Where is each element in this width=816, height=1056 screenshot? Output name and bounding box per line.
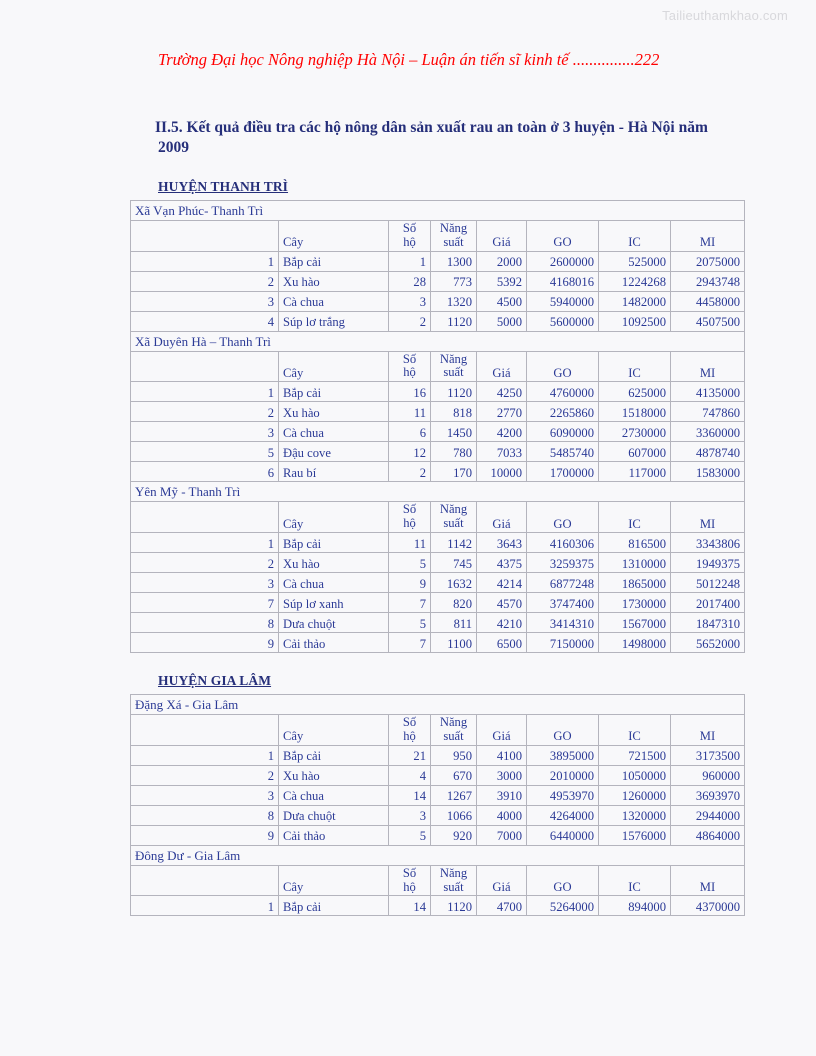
table-row — [131, 442, 745, 462]
cell-go: 4264000 — [527, 805, 599, 825]
cell-gia: 4500 — [477, 291, 527, 311]
cell-ic: 894000 — [599, 896, 671, 916]
survey-table — [130, 200, 745, 653]
cell-ic: 1518000 — [599, 402, 671, 422]
cell-index: 8 — [131, 612, 279, 632]
col-header-so-ho-line1: Số — [402, 220, 417, 235]
cell-go: 3259375 — [527, 552, 599, 572]
col-header-cay: Cây — [279, 502, 389, 533]
col-header-ic: IC — [599, 502, 671, 533]
cell-go: 4953970 — [527, 785, 599, 805]
col-header-nang-suat-line1: Năng — [439, 865, 468, 880]
col-header-so-ho-line2: hộ — [403, 728, 416, 743]
cell-ic: 117000 — [599, 462, 671, 482]
col-header-so-ho-line1: Số — [402, 714, 417, 729]
table-row — [131, 572, 745, 592]
cell-index: 1 — [131, 382, 279, 402]
cell-gia: 4214 — [477, 572, 527, 592]
col-header-gia: Giá — [477, 351, 527, 382]
cell-gia: 3910 — [477, 785, 527, 805]
cell-go: 2010000 — [527, 765, 599, 785]
cell-gia: 3000 — [477, 765, 527, 785]
col-header-nang-suat-line1: Năng — [439, 502, 468, 517]
cell-crop-name: Xu hào — [279, 271, 389, 291]
district-heading: HUYỆN GIA LÂM — [158, 672, 272, 688]
cell-mi: 4507500 — [671, 311, 745, 331]
cell-index: 3 — [131, 291, 279, 311]
cell-index: 2 — [131, 271, 279, 291]
cell-index: 1 — [131, 896, 279, 916]
col-header-so-ho-line2: hộ — [403, 365, 416, 380]
cell-so-ho: 7 — [389, 592, 431, 612]
col-header-go: GO — [527, 220, 599, 251]
cell-index: 3 — [131, 785, 279, 805]
cell-index: 5 — [131, 442, 279, 462]
table-row — [131, 765, 745, 785]
cell-mi: 4458000 — [671, 291, 745, 311]
cell-gia: 4200 — [477, 422, 527, 442]
col-header-ic: IC — [599, 714, 671, 745]
cell-ic: 1498000 — [599, 632, 671, 652]
cell-so-ho: 3 — [389, 805, 431, 825]
cell-index: 4 — [131, 311, 279, 331]
cell-ic: 1730000 — [599, 592, 671, 612]
table-row — [131, 785, 745, 805]
col-header-so-ho-line2: hộ — [403, 516, 416, 531]
cell-crop-name: Bắp cải — [279, 745, 389, 765]
table-row — [131, 462, 745, 482]
cell-nang-suat: 1066 — [431, 805, 477, 825]
cell-mi: 5652000 — [671, 632, 745, 652]
col-header-cay: Cây — [279, 714, 389, 745]
col-header-index — [131, 220, 279, 251]
cell-index: 6 — [131, 462, 279, 482]
cell-index: 9 — [131, 825, 279, 845]
col-header-ic: IC — [599, 220, 671, 251]
cell-ic: 525000 — [599, 251, 671, 271]
cell-nang-suat: 820 — [431, 592, 477, 612]
table-row — [131, 422, 745, 442]
col-header-mi: MI — [671, 351, 745, 382]
cell-so-ho: 7 — [389, 632, 431, 652]
cell-mi: 4864000 — [671, 825, 745, 845]
cell-gia: 7033 — [477, 442, 527, 462]
cell-ic: 1320000 — [599, 805, 671, 825]
cell-so-ho: 11 — [389, 402, 431, 422]
cell-so-ho: 21 — [389, 745, 431, 765]
site-watermark: Tailieuthamkhao.com — [662, 8, 788, 23]
cell-ic: 721500 — [599, 745, 671, 765]
cell-crop-name: Bắp cải — [279, 251, 389, 271]
col-header-go: GO — [527, 351, 599, 382]
cell-ic: 1050000 — [599, 765, 671, 785]
cell-so-ho: 5 — [389, 825, 431, 845]
cell-mi: 3360000 — [671, 422, 745, 442]
col-header-gia: Giá — [477, 865, 527, 896]
cell-nang-suat: 170 — [431, 462, 477, 482]
cell-gia: 5000 — [477, 311, 527, 331]
cell-mi: 4878740 — [671, 442, 745, 462]
cell-go: 2265860 — [527, 402, 599, 422]
col-header-nang-suat-line2: suất — [443, 234, 464, 249]
commune-title-row — [131, 200, 745, 220]
col-header-gia: Giá — [477, 220, 527, 251]
cell-gia: 4000 — [477, 805, 527, 825]
cell-nang-suat: 950 — [431, 745, 477, 765]
cell-nang-suat: 1142 — [431, 532, 477, 552]
table-row — [131, 532, 745, 552]
cell-mi: 4135000 — [671, 382, 745, 402]
cell-go: 4168016 — [527, 271, 599, 291]
cell-go: 5485740 — [527, 442, 599, 462]
table-row — [131, 311, 745, 331]
col-header-mi: MI — [671, 714, 745, 745]
col-header-ic: IC — [599, 351, 671, 382]
cell-nang-suat: 818 — [431, 402, 477, 422]
cell-so-ho: 16 — [389, 382, 431, 402]
running-header: Trường Đại học Nông nghiệp Hà Nội – Luận án tiến sĩ kinh tế ...............222 — [158, 50, 660, 69]
cell-nang-suat: 1450 — [431, 422, 477, 442]
col-header-nang-suat-line2: suất — [443, 516, 464, 531]
cell-nang-suat: 1120 — [431, 896, 477, 916]
cell-crop-name: Cải thảo — [279, 825, 389, 845]
cell-gia: 4250 — [477, 382, 527, 402]
cell-crop-name: Bắp cải — [279, 532, 389, 552]
col-header-cay: Cây — [279, 351, 389, 382]
cell-so-ho: 5 — [389, 612, 431, 632]
col-header-nang-suat-line2: suất — [443, 879, 464, 894]
table-header-row — [131, 220, 745, 251]
col-header-so-ho — [389, 351, 431, 382]
cell-nang-suat: 1300 — [431, 251, 477, 271]
cell-index: 2 — [131, 402, 279, 422]
cell-crop-name: Xu hào — [279, 402, 389, 422]
col-header-mi: MI — [671, 502, 745, 533]
cell-so-ho: 2 — [389, 311, 431, 331]
cell-so-ho: 6 — [389, 422, 431, 442]
col-header-nang-suat — [431, 714, 477, 745]
col-header-mi: MI — [671, 220, 745, 251]
table-row — [131, 382, 745, 402]
cell-nang-suat: 1267 — [431, 785, 477, 805]
survey-table — [130, 694, 745, 916]
cell-gia: 3643 — [477, 532, 527, 552]
cell-crop-name: Dưa chuột — [279, 805, 389, 825]
col-header-go: GO — [527, 865, 599, 896]
table-header-row — [131, 351, 745, 382]
cell-so-ho: 5 — [389, 552, 431, 572]
cell-ic: 625000 — [599, 382, 671, 402]
cell-nang-suat: 745 — [431, 552, 477, 572]
cell-crop-name: Cà chua — [279, 422, 389, 442]
cell-go: 3414310 — [527, 612, 599, 632]
table-row — [131, 271, 745, 291]
cell-mi: 1949375 — [671, 552, 745, 572]
table-row — [131, 745, 745, 765]
col-header-nang-suat-line2: suất — [443, 365, 464, 380]
cell-index: 1 — [131, 532, 279, 552]
cell-so-ho: 3 — [389, 291, 431, 311]
cell-mi: 960000 — [671, 765, 745, 785]
cell-crop-name: Bắp cải — [279, 896, 389, 916]
commune-title-row — [131, 482, 745, 502]
commune-title: Xã Duyên Hà – Thanh Trì — [131, 331, 745, 351]
cell-index: 7 — [131, 592, 279, 612]
cell-go: 2600000 — [527, 251, 599, 271]
cell-crop-name: Rau bí — [279, 462, 389, 482]
cell-crop-name: Xu hào — [279, 765, 389, 785]
col-header-index — [131, 351, 279, 382]
cell-gia: 4375 — [477, 552, 527, 572]
cell-nang-suat: 1120 — [431, 311, 477, 331]
cell-gia: 4570 — [477, 592, 527, 612]
cell-so-ho: 2 — [389, 462, 431, 482]
commune-title-row — [131, 845, 745, 865]
cell-so-ho: 14 — [389, 896, 431, 916]
cell-nang-suat: 1120 — [431, 382, 477, 402]
col-header-gia: Giá — [477, 714, 527, 745]
table-header-row — [131, 502, 745, 533]
cell-go: 6440000 — [527, 825, 599, 845]
cell-gia: 7000 — [477, 825, 527, 845]
cell-nang-suat: 1100 — [431, 632, 477, 652]
cell-mi: 2075000 — [671, 251, 745, 271]
cell-crop-name: Đậu cove — [279, 442, 389, 462]
page-title: II.5. Kết quả điều tra các hộ nông dân sản xuất rau an toàn ở 3 huyện - Hà Nội năm 2009 — [155, 119, 708, 157]
cell-ic: 1576000 — [599, 825, 671, 845]
cell-nang-suat: 780 — [431, 442, 477, 462]
cell-crop-name: Xu hào — [279, 552, 389, 572]
cell-gia: 2770 — [477, 402, 527, 422]
cell-index: 3 — [131, 422, 279, 442]
cell-crop-name: Súp lơ xanh — [279, 592, 389, 612]
col-header-gia: Giá — [477, 502, 527, 533]
cell-go: 1700000 — [527, 462, 599, 482]
cell-ic: 1224268 — [599, 271, 671, 291]
cell-gia: 6500 — [477, 632, 527, 652]
col-header-so-ho — [389, 714, 431, 745]
cell-gia: 4210 — [477, 612, 527, 632]
cell-ic: 816500 — [599, 532, 671, 552]
cell-index: 8 — [131, 805, 279, 825]
district-block — [130, 653, 744, 916]
cell-crop-name: Cà chua — [279, 785, 389, 805]
cell-go: 6877248 — [527, 572, 599, 592]
col-header-nang-suat-line2: suất — [443, 728, 464, 743]
commune-title: Yên Mỹ - Thanh Trì — [131, 482, 745, 502]
cell-so-ho: 12 — [389, 442, 431, 462]
cell-mi: 747860 — [671, 402, 745, 422]
cell-ic: 1482000 — [599, 291, 671, 311]
commune-title-row — [131, 331, 745, 351]
cell-gia: 5392 — [477, 271, 527, 291]
cell-crop-name: Cà chua — [279, 572, 389, 592]
cell-crop-name: Dưa chuột — [279, 612, 389, 632]
cell-nang-suat: 1320 — [431, 291, 477, 311]
cell-nang-suat: 773 — [431, 271, 477, 291]
cell-so-ho: 14 — [389, 785, 431, 805]
cell-mi: 2944000 — [671, 805, 745, 825]
cell-ic: 2730000 — [599, 422, 671, 442]
cell-ic: 1092500 — [599, 311, 671, 331]
cell-crop-name: Bắp cải — [279, 382, 389, 402]
cell-go: 4160306 — [527, 532, 599, 552]
cell-go: 6090000 — [527, 422, 599, 442]
cell-mi: 3343806 — [671, 532, 745, 552]
cell-go: 5940000 — [527, 291, 599, 311]
cell-index: 2 — [131, 765, 279, 785]
col-header-ic: IC — [599, 865, 671, 896]
table-row — [131, 896, 745, 916]
col-header-nang-suat-line1: Năng — [439, 714, 468, 729]
col-header-nang-suat — [431, 220, 477, 251]
col-header-mi: MI — [671, 865, 745, 896]
cell-go: 5264000 — [527, 896, 599, 916]
cell-mi: 5012248 — [671, 572, 745, 592]
col-header-nang-suat-line1: Năng — [439, 220, 468, 235]
cell-index: 3 — [131, 572, 279, 592]
cell-mi: 4370000 — [671, 896, 745, 916]
col-header-go: GO — [527, 714, 599, 745]
cell-gia: 10000 — [477, 462, 527, 482]
col-header-so-ho — [389, 220, 431, 251]
cell-crop-name: Cải thảo — [279, 632, 389, 652]
table-row — [131, 402, 745, 422]
cell-so-ho: 28 — [389, 271, 431, 291]
cell-crop-name: Súp lơ trắng — [279, 311, 389, 331]
col-header-index — [131, 502, 279, 533]
table-header-row — [131, 714, 745, 745]
cell-mi: 1583000 — [671, 462, 745, 482]
col-header-so-ho — [389, 865, 431, 896]
col-header-so-ho-line2: hộ — [403, 879, 416, 894]
col-header-go: GO — [527, 502, 599, 533]
cell-nang-suat: 920 — [431, 825, 477, 845]
district-block — [130, 159, 744, 653]
cell-index: 2 — [131, 552, 279, 572]
cell-go: 3747400 — [527, 592, 599, 612]
cell-nang-suat: 670 — [431, 765, 477, 785]
cell-so-ho: 9 — [389, 572, 431, 592]
col-header-so-ho-line1: Số — [402, 502, 417, 517]
document-content — [130, 118, 744, 916]
table-row — [131, 251, 745, 271]
table-header-row — [131, 865, 745, 896]
table-row — [131, 592, 745, 612]
col-header-so-ho — [389, 502, 431, 533]
table-row — [131, 805, 745, 825]
table-row — [131, 552, 745, 572]
cell-ic: 1865000 — [599, 572, 671, 592]
cell-crop-name: Cà chua — [279, 291, 389, 311]
cell-mi: 2943748 — [671, 271, 745, 291]
cell-so-ho: 11 — [389, 532, 431, 552]
col-header-nang-suat-line1: Năng — [439, 351, 468, 366]
col-header-cay: Cây — [279, 220, 389, 251]
cell-ic: 1310000 — [599, 552, 671, 572]
table-row — [131, 825, 745, 845]
districts-container — [130, 159, 744, 916]
cell-go: 4760000 — [527, 382, 599, 402]
cell-so-ho: 1 — [389, 251, 431, 271]
cell-index: 9 — [131, 632, 279, 652]
cell-mi: 3693970 — [671, 785, 745, 805]
cell-ic: 1260000 — [599, 785, 671, 805]
district-heading: HUYỆN THANH TRÌ — [158, 178, 289, 194]
cell-so-ho: 4 — [389, 765, 431, 785]
table-row — [131, 632, 745, 652]
col-header-cay: Cây — [279, 865, 389, 896]
col-header-index — [131, 714, 279, 745]
cell-mi: 2017400 — [671, 592, 745, 612]
cell-nang-suat: 811 — [431, 612, 477, 632]
cell-mi: 1847310 — [671, 612, 745, 632]
commune-title-row — [131, 694, 745, 714]
commune-title: Đặng Xá - Gia Lâm — [131, 694, 745, 714]
col-header-so-ho-line1: Số — [402, 865, 417, 880]
table-row — [131, 612, 745, 632]
cell-go: 5600000 — [527, 311, 599, 331]
cell-gia: 4700 — [477, 896, 527, 916]
cell-index: 1 — [131, 745, 279, 765]
cell-index: 1 — [131, 251, 279, 271]
cell-go: 7150000 — [527, 632, 599, 652]
cell-ic: 1567000 — [599, 612, 671, 632]
col-header-nang-suat — [431, 865, 477, 896]
cell-mi: 3173500 — [671, 745, 745, 765]
col-header-nang-suat — [431, 351, 477, 382]
cell-gia: 4100 — [477, 745, 527, 765]
col-header-so-ho-line2: hộ — [403, 234, 416, 249]
col-header-so-ho-line1: Số — [402, 351, 417, 366]
commune-title: Xã Vạn Phúc- Thanh Trì — [131, 200, 745, 220]
cell-nang-suat: 1632 — [431, 572, 477, 592]
cell-ic: 607000 — [599, 442, 671, 462]
cell-go: 3895000 — [527, 745, 599, 765]
cell-gia: 2000 — [477, 251, 527, 271]
commune-title: Đông Dư - Gia Lâm — [131, 845, 745, 865]
table-row — [131, 291, 745, 311]
col-header-index — [131, 865, 279, 896]
col-header-nang-suat — [431, 502, 477, 533]
